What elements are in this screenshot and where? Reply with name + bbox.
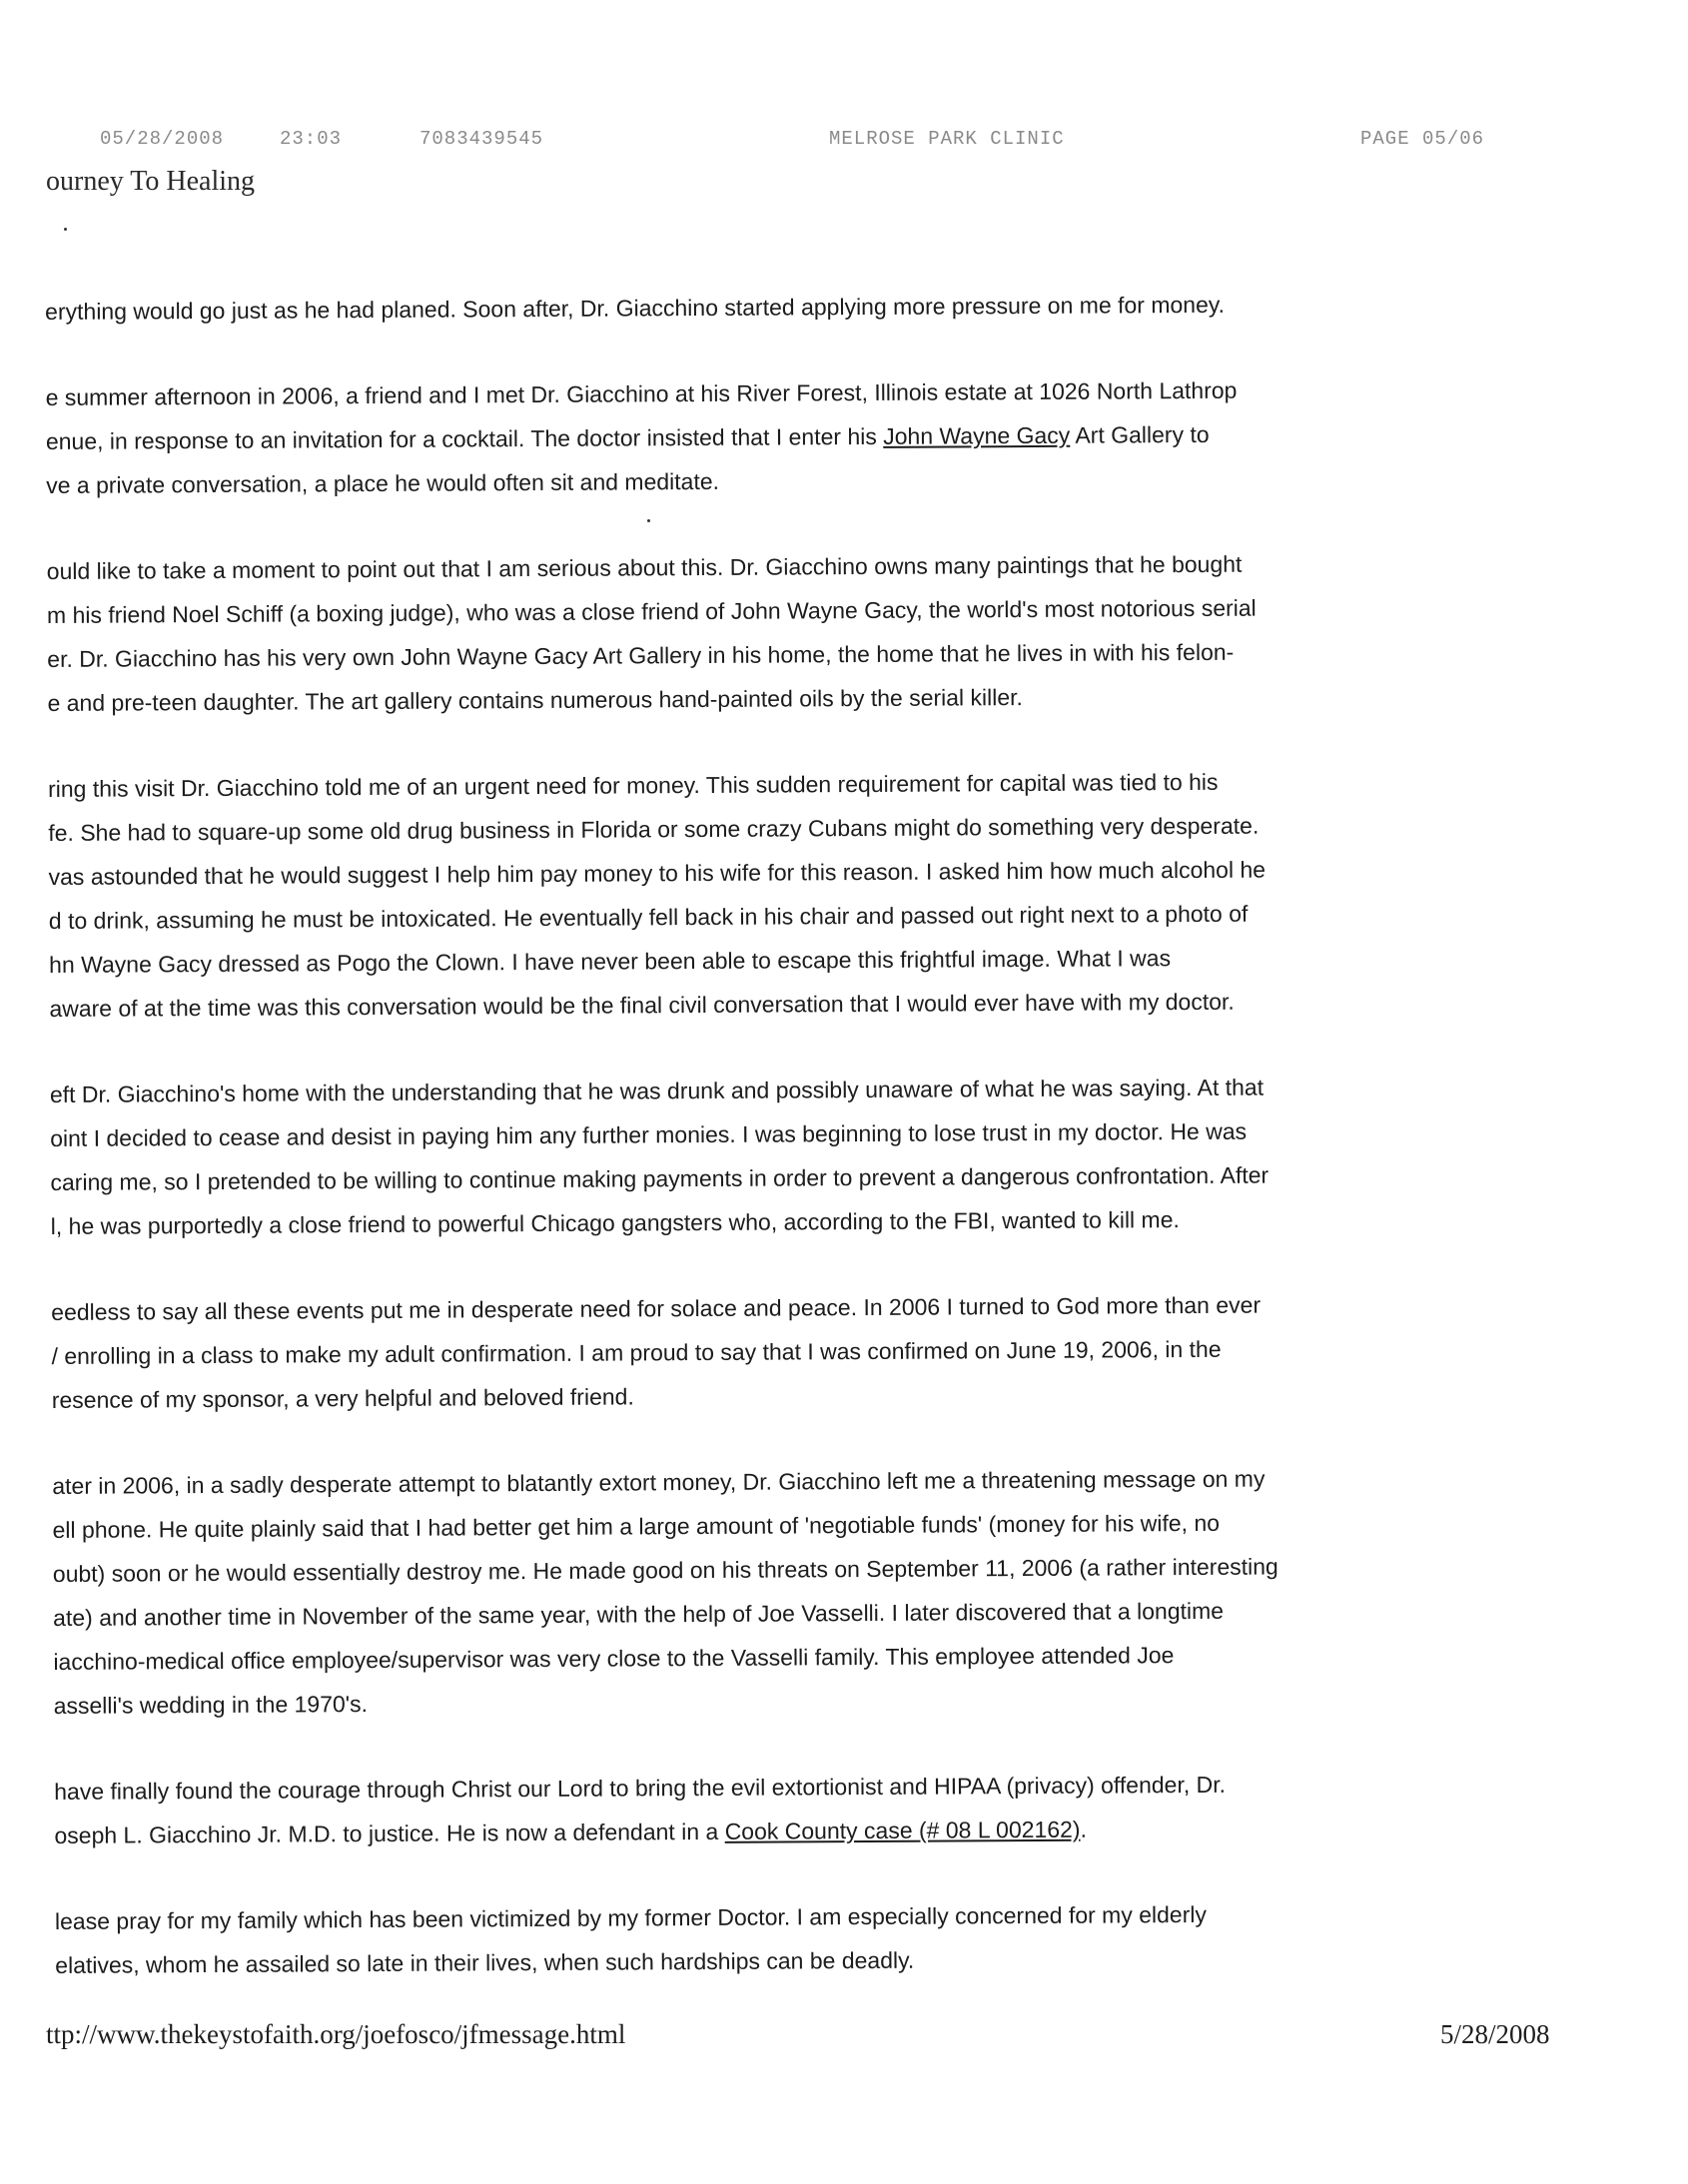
line-text: Art Gallery to — [1070, 420, 1210, 448]
fax-page-number: PAGE 05/06 — [1360, 128, 1485, 150]
text-line: e summer afternoon in 2006, a friend and I met Dr. Giacchino at his River Forest, Illinois estate at 1026 North Lathrop — [45, 376, 1238, 410]
text-line: ater in 2006, in a sadly desperate attempt to blatantly extort money, Dr. Giacchino left me a threatening message on my — [52, 1465, 1266, 1499]
text-line: ring this visit Dr. Giacchino told me of an urgent need for money. This sudden requirement for capital was tied to his — [47, 768, 1219, 802]
paragraph — [52, 1455, 1562, 1728]
text-line: caring me, so I pretended to be willing to continue making payments in order to prevent a dangerous confrontation. After — [50, 1161, 1269, 1195]
text-line: erything would go just as he had planed. Soon after, Dr. Giacchino started applying more pressure on me for money. — [45, 291, 1226, 325]
line-text: . — [1080, 1816, 1087, 1842]
paragraph — [48, 758, 1558, 1031]
text-line: vas astounded that he would suggest I help him pay money to his wife for this reason. I asked him how much alcohol he — [48, 856, 1266, 890]
text-line: asselli's wedding in the 1970's. — [53, 1691, 369, 1719]
text-line: er. Dr. Giacchino has his very own John Wayne Gacy Art Gallery in his home, the home that he lives in with his felon- — [47, 638, 1235, 672]
paragraph — [47, 540, 1556, 725]
page-title: ourney To Healing — [46, 166, 256, 197]
line-text: oseph L. Giacchino Jr. M.D. to justice. He is now a defendant in a — [54, 1818, 725, 1848]
paragraph — [50, 1064, 1559, 1248]
text-line: ell phone. He quite plainly said that I had better get him a large amount of 'negotiable funds' (money for his wife, no — [52, 1509, 1221, 1543]
text-line: e and pre-teen daughter. The art gallery contains numerous hand-painted oils by the serial killer. — [47, 684, 1023, 716]
document-body — [45, 281, 1564, 2029]
underlined-link-text[interactable]: Cook County case (# 08 L 002162) — [724, 1816, 1081, 1844]
paragraph — [45, 281, 1553, 334]
text-line: hn Wayne Gacy dressed as Pogo the Clown. I have never been able to escape this frightful image. What I was — [49, 945, 1172, 978]
paragraph — [55, 1890, 1564, 1987]
line-text: enue, in response to an invitation for a cocktail. The doctor insisted that I enter his — [45, 422, 884, 454]
paragraph — [46, 366, 1555, 507]
text-line: d to drink, assuming he must be intoxicated. He eventually fell back in his chair and passed out right next to a photo of — [48, 900, 1249, 934]
text-line: ve a private conversation, a place he would often sit and meditate. — [46, 467, 720, 498]
text-line: l, he was purportedly a close friend to powerful Chicago gangsters who, according to the FBI, wanted to kill me. — [50, 1206, 1180, 1239]
text-line — [54, 1805, 1562, 1857]
text-line: ould like to take a moment to point out that I am serious about this. Dr. Giacchino owns many paintings that he bought — [46, 550, 1243, 584]
footer-url: ttp://www.thekeystofaith.org/joefosco/jfmessage.html — [46, 2019, 626, 2049]
text-line: oint I decided to cease and desist in paying him any further monies. I was beginning to lose trust in my doctor. He was — [50, 1117, 1248, 1151]
fax-sender: MELROSE PARK CLINIC — [829, 128, 1065, 150]
paragraph — [51, 1281, 1560, 1422]
paragraph — [54, 1761, 1563, 1857]
text-line: eft Dr. Giacchino's home with the understanding that he was drunk and possibly unaware of what he was saying. At that — [49, 1074, 1265, 1107]
page-footer — [46, 2019, 1564, 2059]
text-line: elatives, whom he assailed so late in their lives, when such hardships can be deadly. — [55, 1946, 915, 1978]
text-line: iacchino-medical office employee/supervisor was very close to the Vasselli family. This employee attended Joe — [53, 1642, 1175, 1675]
underlined-link-text[interactable]: John Wayne Gacy — [883, 421, 1071, 449]
text-line: aware of at the time was this conversation would be the final civil conversation that I would ever have with my doctor. — [49, 988, 1235, 1022]
text-line: fe. She had to square-up some old drug business in Florida or some crazy Cubans might do something very desperate. — [48, 812, 1260, 846]
fax-transmission-header — [100, 128, 1518, 158]
text-line: have finally found the courage through Christ our Lord to bring the evil extortionist and HIPAA (privacy) offender, Dr. — [54, 1771, 1227, 1805]
footer-date: 5/28/2008 — [1440, 2019, 1550, 2049]
text-line: resence of my sponsor, a very helpful and beloved friend. — [51, 1383, 634, 1413]
fax-date: 05/28/2008 — [100, 128, 225, 150]
text-line: eedless to say all these events put me in desperate need for solace and peace. In 2006 I turned to God more than ever — [51, 1291, 1262, 1325]
fax-time: 23:03 — [280, 128, 343, 150]
fax-number: 7083439545 — [420, 128, 544, 150]
text-line: / enrolling in a class to make my adult confirmation. I am proud to say that I was confirmed on June 19, 2006, in the — [51, 1335, 1222, 1369]
text-line: oubt) soon or he would essentially destroy me. He made good on his threats on September 11, 2006 (a rather interesting — [52, 1553, 1278, 1587]
text-line: m his friend Noel Schiff (a boxing judge), who was a close friend of John Wayne Gacy, the world's most notorious serial — [46, 594, 1257, 628]
stray-mark — [64, 228, 67, 231]
text-line: lease pray for my family which has been victimized by my former Doctor. I am especially concerned for my elderly — [54, 1900, 1208, 1934]
text-line: ate) and another time in November of the same year, with the help of Joe Vasselli. I later discovered that a longtime — [53, 1597, 1225, 1631]
